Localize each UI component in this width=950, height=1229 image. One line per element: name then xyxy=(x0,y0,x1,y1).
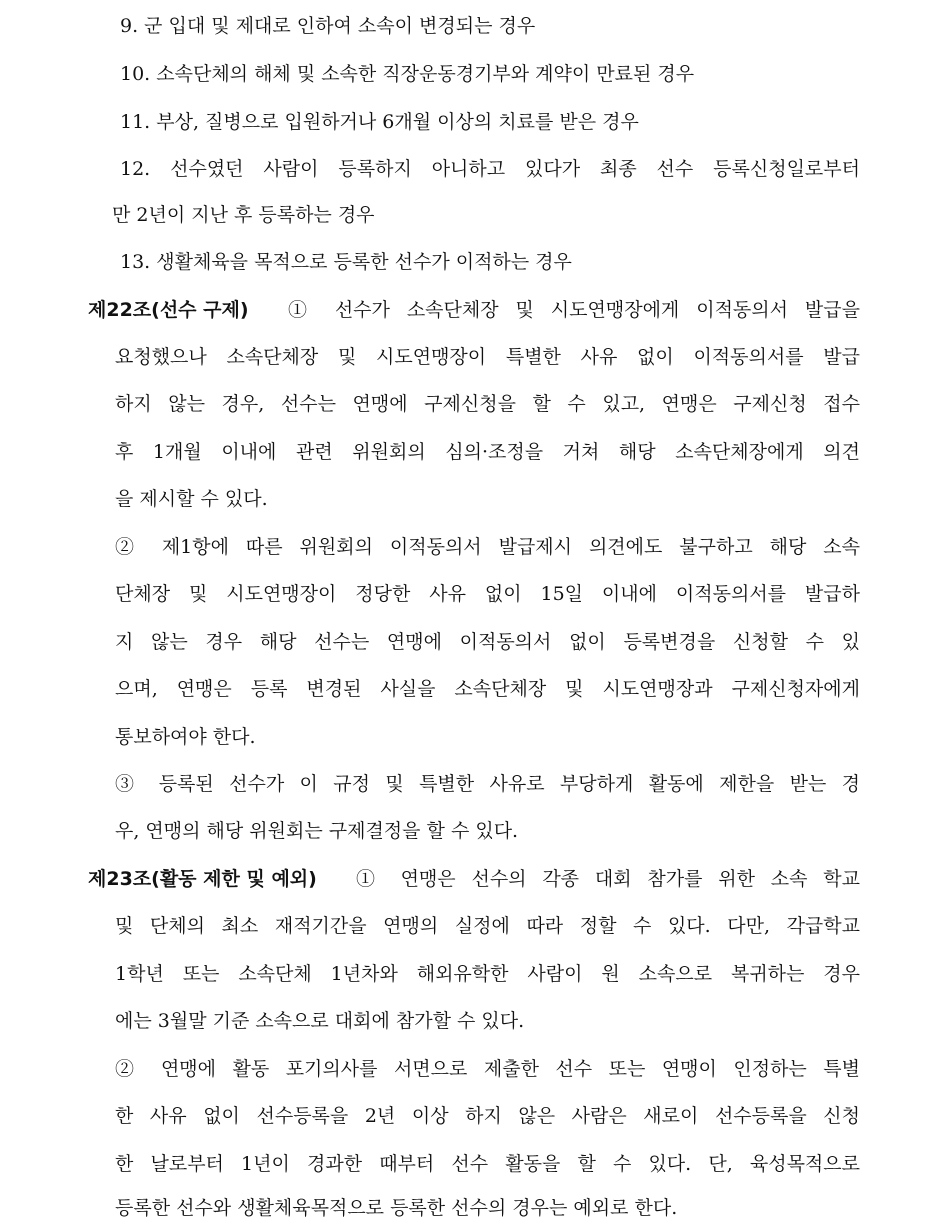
list-item-11: 11. 부상, 질병으로 입원하거나 6개월 이상의 치료를 받은 경우 xyxy=(120,111,639,133)
article-23-p2-line4: 등록한 선수와 생활체육목적으로 등록한 선수의 경우는 예외로 한다. xyxy=(115,1197,678,1219)
article-22-p3-line1: ③ 등록된 선수가 이 규정 및 특별한 사유로 부당하게 활동에 제한을 받는 경 xyxy=(115,773,860,795)
article-22-p2-line2: 단체장 및 시도연맹장이 정당한 사유 없이 15일 이내에 이적동의서를 발급하 xyxy=(115,583,860,605)
article-23-p1-line2: 및 단체의 최소 재적기간을 연맹의 실정에 따라 정할 수 있다. 다만, 각급학교 xyxy=(115,915,860,937)
article-22-p2-line1: ② 제1항에 따른 위원회의 이적동의서 발급제시 의견에도 불구하고 해당 소속 xyxy=(115,536,860,558)
list-item-12-line2: 만 2년이 지난 후 등록하는 경우 xyxy=(112,204,375,226)
article-23-heading: 제23조(활동 제한 및 예외) xyxy=(88,868,317,890)
article-22-p1-line3: 하지 않는 경우, 선수는 연맹에 구제신청을 할 수 있고, 연맹은 구제신청 접수 xyxy=(115,393,860,415)
article-22-p1-line5: 을 제시할 수 있다. xyxy=(115,488,268,510)
article-23-p1-line3: 1학년 또는 소속단체 1년차와 해외유학한 사람이 원 소속으로 복귀하는 경우 xyxy=(115,963,860,985)
article-22-p2-line5: 통보하여야 한다. xyxy=(115,726,256,748)
article-23-p2-line2: 한 사유 없이 선수등록을 2년 이상 하지 않은 사람은 새로이 선수등록을 신청 xyxy=(115,1105,860,1127)
list-item-9: 9. 군 입대 및 제대로 인하여 소속이 변경되는 경우 xyxy=(120,15,536,37)
article-22-p2-line4: 으며, 연맹은 등록 변경된 사실을 소속단체장 및 시도연맹장과 구제신청자에게 xyxy=(115,678,860,700)
article-22-p3-line2: 우, 연맹의 해당 위원회는 구제결정을 할 수 있다. xyxy=(115,820,519,842)
article-23-p2-line3: 한 날로부터 1년이 경과한 때부터 선수 활동을 할 수 있다. 단, 육성목적으로 xyxy=(115,1153,860,1175)
list-item-10: 10. 소속단체의 해체 및 소속한 직장운동경기부와 계약이 만료된 경우 xyxy=(120,63,695,85)
article-22-p2-line3: 지 않는 경우 해당 선수는 연맹에 이적동의서 없이 등록변경을 신청할 수 있 xyxy=(115,631,860,653)
article-22-p1-line2: 요청했으나 소속단체장 및 시도연맹장이 특별한 사유 없이 이적동의서를 발급 xyxy=(115,346,860,368)
article-23-p1-line1: ① 연맹은 선수의 각종 대회 참가를 위한 소속 학교 xyxy=(356,868,860,890)
article-22-p1-line4: 후 1개월 이내에 관련 위원회의 심의·조정을 거쳐 해당 소속단체장에게 의견 xyxy=(115,441,860,463)
list-item-12-line1: 12. 선수였던 사람이 등록하지 아니하고 있다가 최종 선수 등록신청일로부터 xyxy=(120,158,860,180)
article-22-heading: 제22조(선수 구제) xyxy=(88,299,249,321)
article-22-p1-line1: ① 선수가 소속단체장 및 시도연맹장에게 이적동의서 발급을 xyxy=(288,299,860,321)
article-23-p1-line4: 에는 3월말 기준 소속으로 대회에 참가할 수 있다. xyxy=(115,1010,525,1032)
article-23-p2-line1: ② 연맹에 활동 포기의사를 서면으로 제출한 선수 또는 연맹이 인정하는 특별 xyxy=(115,1058,860,1080)
list-item-13: 13. 생활체육을 목적으로 등록한 선수가 이적하는 경우 xyxy=(120,251,572,273)
